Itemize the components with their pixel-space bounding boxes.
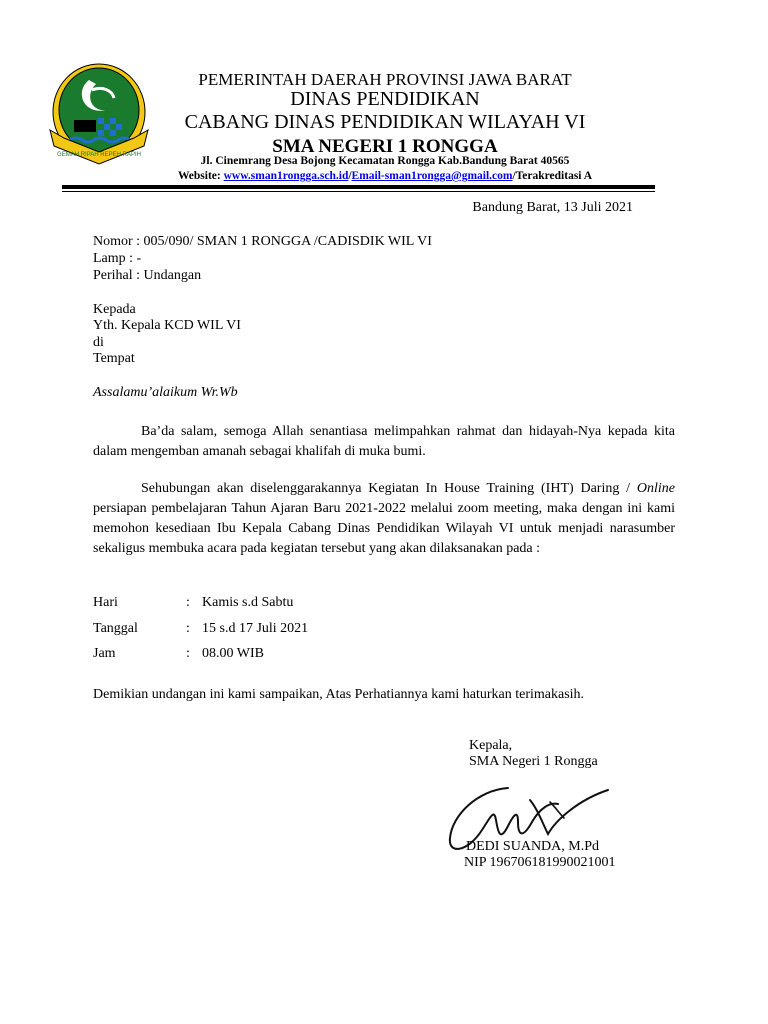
letterhead-government: PEMERINTAH DAERAH PROVINSI JAWA BARAT — [198, 70, 572, 89]
paragraph-opening: Ba’da salam, semoga Allah senantiasa melimpahkan rahmat dan hidayah-Nya kepada kita dalam mengemban amanah sebagai khalifah di muka bumi. — [93, 424, 675, 459]
schedule-date-value: 15 s.d 17 Juli 2021 — [202, 621, 309, 636]
letterhead-contact — [150, 170, 620, 182]
letter-date: Bandung Barat, 13 Juli 2021 — [472, 200, 633, 215]
schedule-day-colon: : — [186, 595, 190, 610]
paragraph-invitation — [93, 479, 675, 559]
schedule-time-colon: : — [186, 646, 190, 661]
schedule-time-value: 08.00 WIB — [202, 646, 264, 661]
letterhead-rule-thick — [62, 185, 655, 189]
paragraph-invitation-after: persiapan pembelajaran Tahun Ajaran Baru 2021-2022 melalui zoom meeting, maka dengan ini kami memohon kesediaan Ibu Kepala Cabang Dinas Pendidikan Wilayah VI untuk menjadi narasumber sekaligus membuka acara pada kegiatan tersebut yang akan dilaksanakan pada : — [93, 501, 675, 556]
website-link[interactable]: www.sman1rongga.sch.id — [223, 170, 349, 182]
schedule-day-value: Kamis s.d Sabtu — [202, 595, 294, 610]
schedule-time-label: Jam — [93, 646, 116, 661]
accreditation-text: /Terakreditasi A — [512, 170, 593, 182]
recipient-name: Yth. Kepala KCD WIL VI — [93, 318, 241, 333]
signer-name: DEDI SUANDA, M.Pd — [466, 839, 600, 854]
recipient-di: di — [93, 335, 104, 350]
paragraph-invitation-before: Sehubungan akan diselenggarakannya Kegiatan In House Training (IHT) Daring / — [141, 481, 637, 496]
greeting: Assalamu’alaikum Wr.Wb — [93, 385, 238, 400]
letterhead-department: DINAS PENDIDIKAN — [290, 88, 480, 110]
closing-sentence: Demikian undangan ini kami sampaikan, Atas Perhatiannya kami haturkan terimakasih. — [93, 687, 585, 702]
letterhead-address: Jl. Cinemrang Desa Bojong Kecamatan Rongga Kab.Bandung Barat 40565 — [200, 155, 570, 167]
letterhead-rule-thin — [62, 191, 655, 192]
signer-nip: NIP 196706181990021001 — [464, 855, 616, 870]
recipient-place: Tempat — [93, 351, 135, 366]
schedule-date-label: Tanggal — [93, 621, 138, 636]
schedule-day-label: Hari — [93, 595, 118, 610]
contact-separator: / — [348, 170, 352, 182]
letter-attachment: Lamp : - — [93, 251, 142, 266]
west-java-emblem-logo — [44, 60, 154, 170]
email-link[interactable]: Email-sman1rongga@gmail.com — [351, 170, 513, 182]
paragraph-invitation-italic: Online — [636, 481, 675, 496]
letter-subject: Perihal : Undangan — [93, 268, 202, 283]
letterhead-branch: CABANG DINAS PENDIDIKAN WILAYAH VI — [184, 111, 586, 133]
schedule-date-colon: : — [186, 621, 190, 636]
signature-school: SMA Negeri 1 Rongga — [469, 754, 598, 769]
logo-motto: GEMAH RIPAH REPEH RAPIH — [57, 152, 141, 158]
letter-number: Nomor : 005/090/ SMAN 1 RONGGA /CADISDIK WIL VI — [93, 234, 432, 249]
letterhead-school-name: SMA NEGERI 1 RONGGA — [272, 136, 498, 157]
recipient-kepada: Kepada — [93, 302, 136, 317]
signature-title: Kepala, — [469, 738, 513, 753]
website-label: Website: — [177, 170, 224, 182]
